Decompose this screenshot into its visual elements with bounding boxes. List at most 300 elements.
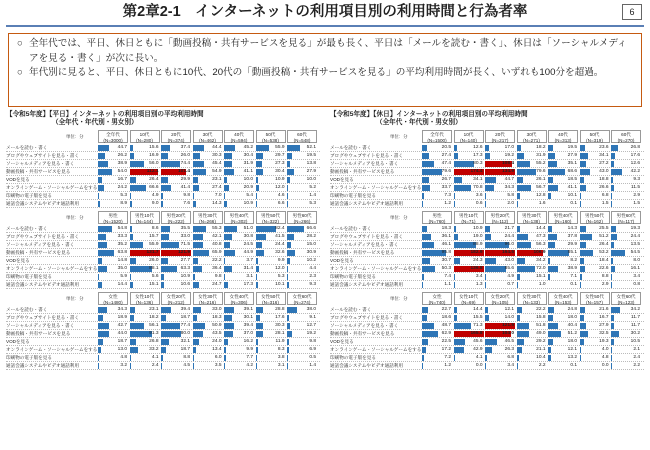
data-cell — [548, 323, 578, 329]
summary-item: ○ 年代別に見ると、平日、休日ともに10代、20代の「動画投稿・共有サービスを見る」の平均利用時間が長く、いずれも100分を超過。 — [17, 66, 633, 81]
data-cell — [287, 274, 317, 280]
data-cell — [130, 185, 160, 191]
value-bar — [256, 331, 263, 337]
value-bar — [193, 282, 199, 288]
value-label: 38.9 — [567, 265, 577, 271]
data-cell — [98, 153, 128, 159]
data-cell — [454, 266, 484, 272]
value-bar — [287, 339, 289, 345]
row-label: メールを読む・書く — [330, 145, 372, 150]
value-bar — [193, 185, 200, 191]
value-label: 17.3 — [473, 152, 483, 158]
data-cell — [193, 161, 223, 167]
value-bar — [580, 323, 587, 329]
data-cell — [161, 250, 191, 256]
value-label: 91.3 — [149, 330, 159, 336]
value-bar — [98, 153, 105, 159]
column-sample-size: (N=138) — [523, 218, 540, 224]
row-label: オンラインゲーム・ソーシャルゲームをする — [6, 347, 98, 352]
data-cell — [98, 355, 128, 361]
column-label: 女性40代 — [229, 294, 249, 299]
value-label: 27.9 — [306, 168, 316, 174]
value-bar — [287, 307, 297, 313]
value-label: 48.7 — [441, 322, 451, 328]
data-cell — [193, 242, 223, 248]
value-bar — [422, 226, 427, 232]
data-cell — [580, 201, 610, 207]
value-label: 85.6 — [504, 265, 514, 271]
column-sample-size: (N=319) — [586, 137, 603, 143]
table-row — [330, 322, 644, 330]
data-cell — [256, 153, 286, 159]
value-bar — [130, 323, 144, 329]
value-bar — [287, 315, 289, 321]
data-cell — [454, 193, 484, 199]
value-label: 9.8 — [183, 192, 190, 198]
column-label: 女性60代 — [292, 294, 312, 299]
value-label: 33.0 — [180, 233, 190, 239]
value-label: 53.2 — [599, 249, 609, 255]
data-cell — [287, 250, 317, 256]
value-bar — [580, 331, 588, 337]
value-label: 47.4 — [441, 160, 451, 166]
value-label: 68.6 — [567, 168, 577, 174]
data-cell — [611, 266, 641, 272]
data-cell — [130, 307, 160, 313]
value-label: 27.4 — [441, 152, 451, 158]
value-label: 9.8 — [214, 273, 222, 279]
data-cell — [548, 266, 578, 272]
column-label: 60代 — [297, 132, 307, 137]
value-label: 44.0 — [117, 330, 127, 336]
data-cell — [224, 274, 254, 280]
row-label: VODを見る — [6, 258, 30, 263]
value-label: 13.5 — [630, 241, 640, 247]
value-label: 165.8 — [470, 330, 483, 336]
value-label: 101.4 — [177, 168, 190, 174]
data-cell — [422, 355, 452, 361]
value-bar — [161, 177, 168, 183]
column-label: 10代 — [139, 132, 150, 137]
row-label: VODを見る — [330, 258, 354, 263]
column-header — [130, 130, 160, 143]
value-label: 11.5 — [631, 184, 640, 190]
data-cell — [580, 169, 610, 175]
data-cell — [224, 242, 254, 248]
data-cell — [287, 347, 317, 353]
data-cell — [224, 161, 254, 167]
value-bar — [422, 234, 431, 240]
value-bar — [422, 339, 428, 345]
data-cell — [161, 234, 191, 240]
value-bar — [130, 234, 134, 240]
value-bar — [224, 145, 235, 151]
value-label: 174.4 — [470, 168, 483, 174]
value-label: 131.7 — [146, 249, 159, 255]
column-sample-size: (N=760) — [428, 218, 446, 224]
value-label: 5.3 — [277, 273, 285, 279]
column-header — [454, 130, 484, 143]
column-header — [485, 292, 515, 305]
value-label: 3.6 — [475, 192, 483, 198]
value-bar — [485, 177, 496, 183]
column-header — [611, 211, 641, 224]
value-bar — [287, 266, 288, 272]
value-label: 27.2 — [599, 160, 609, 166]
data-cell — [130, 153, 160, 159]
value-bar — [130, 153, 134, 159]
value-bar — [548, 153, 555, 159]
value-bar — [517, 274, 521, 280]
data-cell — [517, 250, 547, 256]
data-cell — [193, 193, 223, 199]
value-label: 29.9 — [567, 241, 577, 247]
value-bar — [161, 226, 170, 232]
value-bar — [454, 185, 472, 191]
column-label: 女性 — [432, 294, 442, 299]
data-cell — [224, 169, 254, 175]
value-label: 56.3 — [536, 241, 546, 247]
table-row — [330, 257, 644, 265]
page-title: 第2章2-1 インターネットの利用項目別の利用時間と行為者率 — [122, 4, 528, 20]
data-cell — [287, 282, 317, 288]
data-cell — [224, 201, 254, 207]
column-label: 男性60代 — [616, 213, 636, 218]
value-label: 19.3 — [630, 225, 640, 231]
data-cell — [98, 282, 128, 288]
value-label: 15.0 — [306, 241, 316, 247]
value-bar — [517, 331, 529, 337]
value-bar — [161, 274, 164, 280]
value-label: 21.1 — [536, 346, 546, 352]
row-label: 通話会議システムやビデオ通話利用 — [330, 282, 403, 287]
data-cell — [193, 339, 223, 345]
data-cell — [485, 161, 515, 167]
value-label: 50.3 — [441, 265, 451, 271]
value-bar — [580, 282, 581, 288]
data-cell — [98, 201, 128, 207]
row-label: ブログやウェブサイトを見る・書く — [330, 234, 403, 239]
value-label: 10.0 — [243, 176, 253, 182]
value-bar — [193, 145, 204, 151]
data-cell — [98, 258, 128, 264]
data-cell — [548, 315, 578, 321]
value-bar — [193, 250, 209, 256]
value-label: 4.0 — [601, 346, 609, 352]
value-label: 21.7 — [504, 225, 514, 231]
value-bar — [193, 153, 201, 159]
data-cell — [517, 145, 547, 151]
data-cell — [454, 323, 484, 329]
value-label: 3.2 — [120, 362, 127, 368]
value-bar — [256, 153, 263, 159]
value-bar — [287, 258, 290, 264]
value-bar — [422, 242, 434, 248]
value-label: 40.4 — [567, 322, 577, 328]
data-cell — [256, 250, 286, 256]
data-cell — [256, 339, 286, 345]
value-bar — [98, 177, 102, 183]
value-bar — [422, 153, 429, 159]
value-label: 24.7 — [212, 281, 222, 287]
data-cell — [611, 161, 641, 167]
value-label: 10.1 — [567, 192, 577, 198]
panel-subtitle: （全年代・年代別・男女別） — [376, 119, 462, 126]
value-label: 0.1 — [570, 200, 577, 206]
data-cell — [98, 331, 128, 337]
value-label: 8.8 — [183, 354, 190, 360]
value-bar — [548, 185, 558, 191]
value-bar — [580, 347, 581, 353]
value-label: 108.4 — [501, 160, 514, 166]
value-label: 18.2 — [149, 314, 159, 320]
value-label: 2.4 — [633, 354, 640, 360]
value-bar — [548, 323, 558, 329]
data-cell — [517, 315, 547, 321]
value-bar — [454, 234, 459, 240]
data-cell — [161, 153, 191, 159]
value-label: 18.6 — [441, 314, 451, 320]
value-label: 33.0 — [212, 306, 222, 312]
value-bar — [256, 258, 258, 264]
value-label: 30.7 — [441, 257, 451, 263]
row-label: オンラインゲーム・ソーシャルゲームをする — [6, 266, 98, 271]
column-sample-size: (N=306) — [230, 299, 248, 305]
value-bar — [580, 153, 589, 159]
data-cell — [580, 307, 610, 313]
column-header — [98, 130, 128, 143]
value-label: 18.2 — [536, 144, 546, 150]
value-bar — [130, 307, 136, 313]
value-label: 31.9 — [536, 152, 546, 158]
value-bar — [256, 226, 277, 232]
value-bar — [485, 266, 506, 272]
value-bar — [422, 323, 434, 329]
data-cell — [517, 153, 547, 159]
table-row — [6, 152, 320, 160]
data-cell — [454, 250, 484, 256]
value-label: 9.8 — [309, 338, 316, 344]
value-label: 10.6 — [180, 281, 190, 287]
value-label: 1.4 — [309, 192, 316, 198]
data-cell — [611, 258, 641, 264]
value-label: 7.3 — [444, 192, 451, 198]
data-cell — [548, 169, 578, 175]
value-bar — [287, 331, 292, 337]
value-bar — [611, 226, 616, 232]
data-cell — [224, 363, 254, 369]
row-label: 動画投稿・共有サービスを見る — [330, 169, 395, 174]
column-sample-size: (N=157) — [586, 299, 603, 305]
value-label: 42.9 — [473, 346, 483, 352]
column-label: 全年代 — [430, 132, 444, 137]
column-sample-size: (N=548) — [293, 137, 311, 143]
value-bar — [130, 363, 131, 369]
data-cell — [611, 185, 641, 191]
data-cell — [98, 266, 128, 272]
data-cell — [422, 153, 452, 159]
value-label: 77.4 — [180, 322, 190, 328]
unit-label: 単位：分 — [66, 134, 84, 139]
value-label: 0.0 — [601, 362, 609, 368]
data-cell — [161, 193, 191, 199]
value-bar — [611, 363, 612, 369]
value-bar — [224, 161, 232, 167]
data-cell — [224, 145, 254, 151]
value-label: 4.9 — [507, 273, 514, 279]
data-cell — [287, 242, 317, 248]
value-bar — [611, 250, 625, 256]
data-cell — [517, 331, 547, 337]
value-label: 0.8 — [633, 281, 640, 287]
column-header — [517, 130, 547, 143]
data-cell — [485, 355, 515, 361]
value-label: 16.9 — [149, 152, 159, 158]
data-cell — [130, 145, 160, 151]
column-sample-size: (N=1520) — [103, 218, 123, 224]
value-label: 14.4 — [117, 281, 127, 287]
value-label: 16.7 — [117, 176, 127, 182]
value-bar — [485, 226, 490, 232]
data-cell — [454, 282, 484, 288]
column-header — [422, 130, 452, 143]
value-label: 34.2 — [536, 257, 546, 263]
holiday-panel — [330, 111, 644, 370]
table-row — [330, 144, 644, 152]
value-label: 17.3 — [243, 281, 253, 287]
value-label: 1.1 — [444, 281, 451, 287]
value-bar — [98, 355, 99, 361]
value-bar — [256, 250, 264, 256]
value-bar — [98, 242, 107, 248]
value-label: 65.9 — [212, 249, 222, 255]
value-bar — [580, 355, 581, 361]
value-bar — [517, 363, 518, 369]
value-label: 55.9 — [149, 241, 159, 247]
value-label: 56.7 — [536, 184, 546, 190]
data-cell — [161, 161, 191, 167]
column-label: 10代 — [463, 132, 474, 137]
data-cell — [193, 355, 223, 361]
value-label: 24.0 — [212, 338, 222, 344]
data-cell — [454, 185, 484, 191]
value-bar — [548, 266, 558, 272]
value-label: 44.4 — [212, 144, 222, 150]
column-sample-size: (N=322) — [262, 218, 279, 224]
column-sample-size: (N=462) — [199, 137, 216, 143]
data-cell — [98, 315, 128, 321]
value-label: 21.6 — [599, 306, 609, 312]
row-label: ソーシャルメディアを見る・書く — [330, 323, 399, 328]
data-cell — [485, 363, 515, 369]
data-cell — [454, 242, 484, 248]
value-bar — [98, 274, 99, 280]
unit-label: 単位：分 — [66, 296, 84, 301]
row-label: 印刷物の電子版を見る — [330, 274, 376, 279]
value-bar — [130, 315, 135, 321]
table-row — [330, 346, 644, 354]
value-label: 30.8 — [243, 233, 253, 239]
data-cell — [454, 177, 484, 183]
column-header — [161, 130, 191, 143]
value-label: 2.9 — [601, 281, 609, 287]
value-bar — [485, 234, 491, 240]
value-label: 44.9 — [243, 249, 253, 255]
value-label: 18.7 — [117, 338, 127, 344]
table-row — [6, 233, 320, 241]
value-bar — [287, 153, 292, 159]
value-label: 8.3 — [277, 346, 285, 352]
data-cell — [422, 250, 452, 256]
data-cell — [422, 266, 452, 272]
row-label: 印刷物の電子版を見る — [6, 355, 52, 360]
value-label: 22.2 — [212, 257, 222, 263]
data-cell — [193, 169, 223, 175]
table-row — [330, 233, 644, 241]
value-bar — [256, 169, 264, 175]
value-label: 23.6 — [599, 144, 609, 150]
data-cell — [517, 234, 547, 240]
value-bar — [130, 177, 137, 183]
data-cell — [485, 145, 515, 151]
value-label: 55.9 — [275, 144, 285, 150]
value-label: 23.1 — [212, 176, 222, 182]
value-bar — [454, 355, 455, 361]
data-cell — [611, 274, 641, 280]
column-header — [580, 130, 610, 143]
data-cell — [287, 258, 317, 264]
table-block — [6, 129, 320, 208]
data-cell — [224, 266, 254, 272]
data-cell — [454, 339, 484, 345]
value-bar — [580, 242, 587, 248]
data-cell — [580, 161, 610, 167]
value-bar — [517, 153, 525, 159]
row-label: オンラインゲーム・ソーシャルゲームをする — [330, 185, 422, 190]
value-bar — [98, 307, 107, 313]
summary-item: ○ 全年代では、平日、休日ともに「動画投稿・共有サービスを見る」が最も長く、平日は「メールを読む・書く」、休日は「ソーシャルメディアを見る・書く」が次に長い。 — [17, 37, 633, 66]
value-bar — [98, 266, 107, 272]
table-row — [6, 144, 320, 152]
column-header — [485, 130, 515, 143]
value-bar — [256, 307, 263, 313]
table-row — [6, 265, 320, 273]
data-cell — [517, 161, 547, 167]
data-cell — [287, 323, 317, 329]
data-cell — [287, 363, 317, 369]
value-bar — [454, 347, 465, 353]
value-bar — [454, 177, 463, 183]
value-label: 9.0 — [151, 200, 159, 206]
value-label: 13.0 — [117, 346, 127, 352]
value-bar — [517, 307, 523, 313]
table-row — [6, 241, 320, 249]
row-label: 通話会議システムやビデオ通話利用 — [6, 363, 79, 368]
value-bar — [193, 169, 207, 175]
panel-title: 【令和5年度】【休日】インターネットの利用項目別の平均利用時間 — [330, 111, 528, 118]
value-label: 27.7 — [180, 257, 190, 263]
column-sample-size: (N=117) — [617, 218, 635, 224]
data-cell — [287, 226, 317, 232]
column-label: 男性50代 — [585, 213, 604, 218]
value-label: 38.0 — [306, 306, 316, 312]
column-header — [224, 211, 254, 224]
value-bar — [98, 363, 99, 369]
data-cell — [517, 242, 547, 248]
value-bar — [485, 339, 497, 345]
column-sample-size: (N=740) — [428, 299, 446, 305]
value-bar — [422, 307, 428, 313]
